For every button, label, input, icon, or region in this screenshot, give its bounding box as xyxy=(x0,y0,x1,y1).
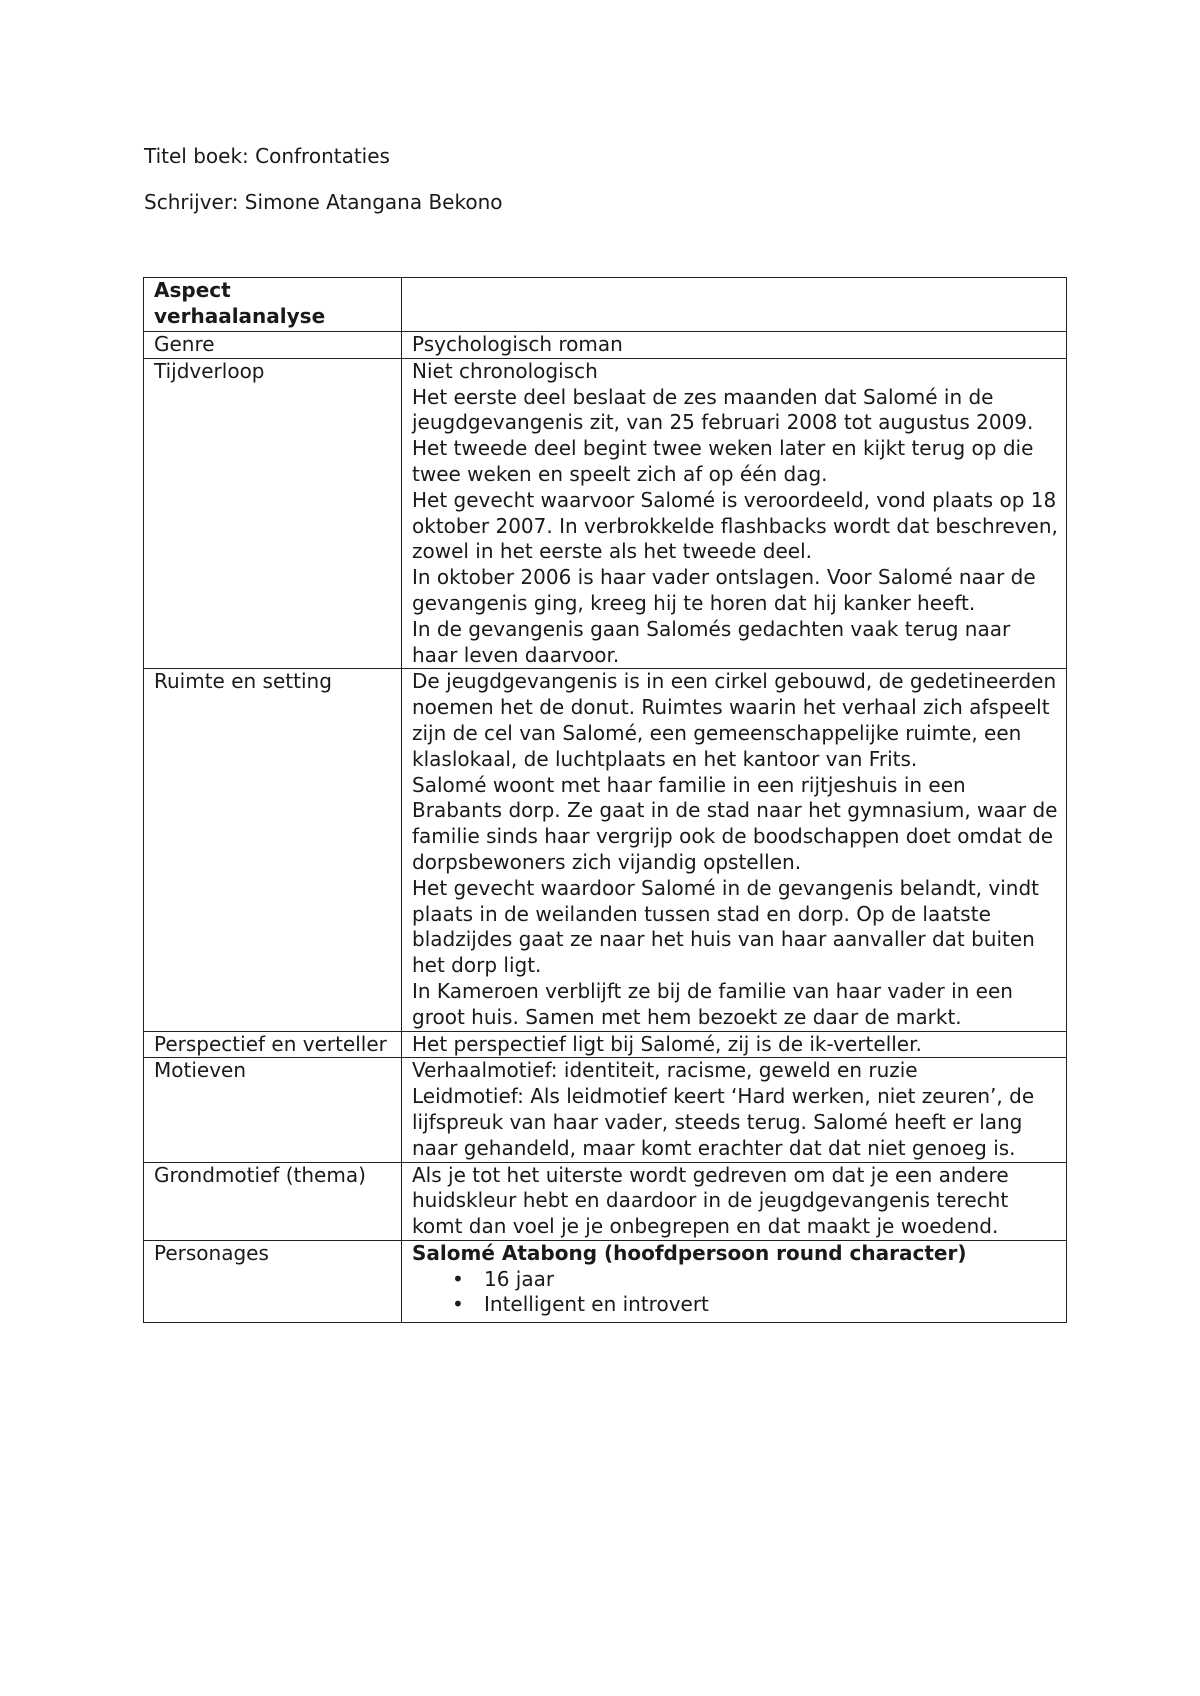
row-label-motieven: Motieven xyxy=(144,1058,402,1162)
paragraph: Het gevecht waarvoor Salomé is veroordeeld, vond plaats op 18 oktober 2007. In verbrokkelde flashbacks wordt dat beschreven, zowel in het eerste als het tweede deel. xyxy=(412,487,1058,564)
character-name: Salomé Atabong (hoofdpersoon round character) xyxy=(412,1240,967,1265)
paragraph: In oktober 2006 is haar vader ontslagen. Voor Salomé naar de gevangenis ging, kreeg hij te horen dat hij kanker heeft. xyxy=(412,565,1036,615)
row-label-grondmotief: Grondmotief (thema) xyxy=(144,1162,402,1240)
paragraph: Verhaalmotief: identiteit, racisme, geweld en ruzie xyxy=(412,1058,918,1083)
row-label-perspectief: Perspectief en verteller xyxy=(144,1031,402,1058)
aspect-header-cell: Aspect verhaalanalyse xyxy=(144,278,402,332)
book-title-line: Titel boek: Confrontaties xyxy=(144,144,390,168)
table-row-tijdverloop xyxy=(144,358,1067,669)
row-value-perspectief: Het perspectief ligt bij Salomé, zij is de ik-verteller. xyxy=(402,1031,1067,1058)
list-item xyxy=(412,1292,1060,1318)
trait-text: 16 jaar xyxy=(484,1266,555,1291)
row-value-motieven xyxy=(402,1058,1067,1162)
paragraph: In Kameroen verblijft ze bij de familie van haar vader in een groot huis. Samen met hem bezoekt ze daar de markt. xyxy=(412,978,1013,1029)
table-row-perspectief xyxy=(144,1031,1067,1058)
paragraph: Salomé woont met haar familie in een rijtjeshuis in een Brabants dorp. Ze gaat in de stad naar het gymnasium, waar de familie sinds haar vergrijp ook de boodschappen doet omdat de dorpsbewoners zich vijandig opstellen. xyxy=(412,772,1058,874)
row-label-tijdverloop: Tijdverloop xyxy=(144,358,402,669)
table-row-grondmotief xyxy=(144,1162,1067,1240)
row-value-personages xyxy=(402,1240,1067,1322)
table-header-row xyxy=(144,278,1067,332)
paragraph: Niet chronologisch xyxy=(412,358,598,383)
paragraph: Het eerste deel beslaat de zes maanden dat Salomé in de jeugdgevangenis zit, van 25 februari 2008 tot augustus 2009. Het tweede deel begint twee weken later en kijkt terug op die twee weken en speelt zich af op één dag. xyxy=(412,384,1034,486)
row-value-ruimte xyxy=(402,669,1067,1031)
paragraph: Het gevecht waardoor Salomé in de gevangenis belandt, vindt plaats in de weilanden tussen stad en dorp. Op de laatste bladzijdes gaat ze naar het huis van haar aanvaller dat buiten het dorp ligt. xyxy=(412,875,1040,978)
table-row-genre xyxy=(144,332,1067,359)
row-label-personages: Personages xyxy=(144,1240,402,1322)
row-value-grondmotief: Als je tot het uiterste wordt gedreven om dat je een andere huidskleur hebt en daardoor in de jeugdgevangenis terecht komt dan voel je je onbegrepen en dat maakt je woedend. xyxy=(402,1162,1067,1240)
table-row-motieven xyxy=(144,1058,1067,1162)
list-item xyxy=(412,1267,1060,1293)
paragraph: Leidmotief: Als leidmotief keert ‘Hard werken, niet zeuren’, de lijfspreuk van haar vader, steeds terug. Salomé heeft er lang naar gehandeld, maar komt erachter dat dat niet genoeg is. xyxy=(412,1084,1035,1160)
row-label-genre: Genre xyxy=(144,332,402,359)
table-row-ruimte xyxy=(144,669,1067,1031)
paragraph: In de gevangenis gaan Salomés gedachten vaak terug naar haar leven daarvoor. xyxy=(412,616,1011,667)
table-row-personages xyxy=(144,1240,1067,1322)
author-line: Schrijver: Simone Atangana Bekono xyxy=(144,190,503,214)
row-label-ruimte: Ruimte en setting xyxy=(144,669,402,1031)
row-value-tijdverloop xyxy=(402,358,1067,669)
bullet-icon: • xyxy=(452,1266,464,1291)
bullet-icon: • xyxy=(452,1292,464,1317)
row-value-genre: Psychologisch roman xyxy=(402,332,1067,359)
character-traits-list xyxy=(412,1267,1060,1319)
trait-text: Intelligent en introvert xyxy=(484,1292,709,1317)
value-header-cell xyxy=(402,278,1067,332)
paragraph: De jeugdgevangenis is in een cirkel gebouwd, de gedetineerden noemen het de donut. Ruimtes waarin het verhaal zich afspeelt zijn de cel van Salomé, een gemeenschappelijke ruimte, een klaslokaal, de luchtplaats en het kantoor van Frits. xyxy=(412,669,1057,771)
story-analysis-table xyxy=(143,277,1067,1323)
